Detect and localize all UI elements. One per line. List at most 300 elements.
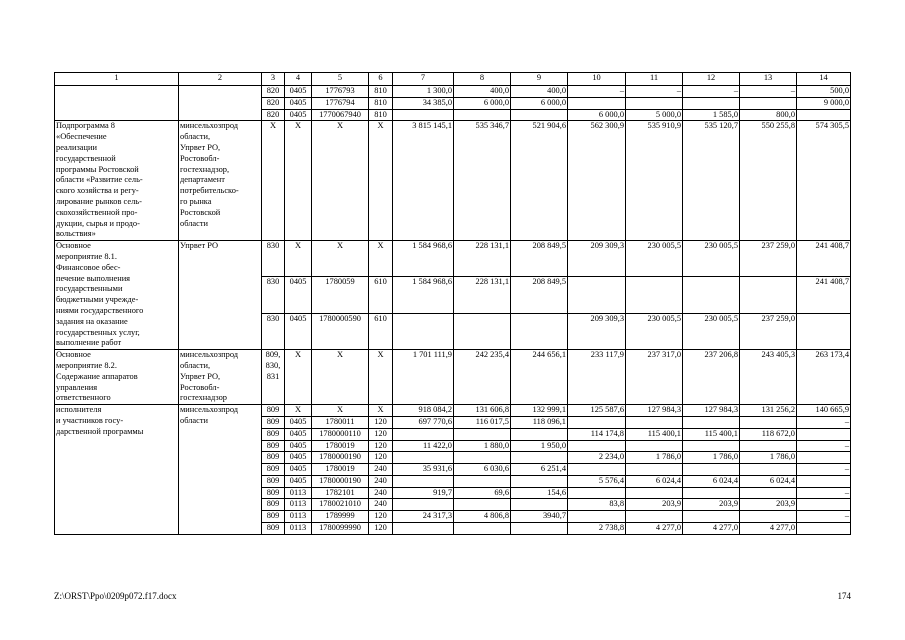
text-line: области, — [180, 132, 211, 142]
measure-8-2-executor — [179, 350, 262, 405]
text-line: минсельхозпрод — [180, 350, 239, 360]
value-cell: 114 174,8 — [568, 428, 626, 440]
measure-row — [55, 350, 851, 405]
value-cell: 6 024,4 — [626, 475, 683, 487]
value-cell: – — [797, 511, 851, 523]
value-cell — [797, 452, 851, 464]
value-cell: 562 300,9 — [568, 121, 626, 241]
text-line: и участников госу- — [56, 415, 124, 425]
value-cell: 3940,7 — [511, 511, 568, 523]
text-line: вольствия» — [56, 229, 96, 239]
value-cell: 1780019 — [312, 464, 369, 476]
value-cell — [683, 487, 740, 499]
value-cell — [683, 511, 740, 523]
value-cell: 1 950,0 — [511, 440, 568, 452]
value-cell: 237 206,8 — [683, 350, 740, 405]
text-line: ответственного — [56, 393, 111, 403]
value-cell: 697 770,6 — [393, 416, 454, 428]
value-cell: 154,6 — [511, 487, 568, 499]
value-cell: 1 786,0 — [626, 452, 683, 464]
column-header: 7 — [393, 73, 454, 86]
value-cell: 237 317,0 — [626, 350, 683, 405]
value-cell: 830 — [262, 277, 285, 313]
value-cell: 610 — [369, 277, 393, 313]
value-cell: 4 277,0 — [683, 523, 740, 535]
value-cell: 0405 — [285, 277, 312, 313]
text-line: 831 — [266, 371, 280, 381]
value-cell: 244 656,1 — [511, 350, 568, 405]
value-cell — [797, 109, 851, 121]
value-cell — [393, 428, 454, 440]
column-header: 2 — [179, 73, 262, 86]
value-cell: 0113 — [285, 499, 312, 511]
subprogram-executor-lines — [180, 121, 260, 229]
value-cell: 120 — [369, 452, 393, 464]
value-cell: 820 — [262, 86, 285, 98]
text-line: ского хозяйства и регу- — [56, 186, 139, 196]
value-cell: 240 — [369, 464, 393, 476]
value-cell — [626, 440, 683, 452]
value-cell: 0405 — [285, 452, 312, 464]
value-cell — [511, 523, 568, 535]
value-cell: 809 — [262, 416, 285, 428]
column-header: 12 — [683, 73, 740, 86]
value-cell: 830 — [262, 241, 285, 277]
subprogram-executor — [179, 121, 262, 241]
value-cell: 83,8 — [568, 499, 626, 511]
value-cell: 203,9 — [683, 499, 740, 511]
text-line: Подпрограмма 8 — [56, 121, 115, 131]
value-cell: 820 — [262, 109, 285, 121]
text-line: области, — [180, 360, 211, 370]
value-cell: 131 256,2 — [740, 405, 797, 417]
value-cell — [393, 475, 454, 487]
value-cell: 120 — [369, 523, 393, 535]
value-cell: 535 910,9 — [626, 121, 683, 241]
text-line: Ростовобл- — [180, 153, 220, 163]
value-cell: – — [797, 464, 851, 476]
value-cell: 242 235,4 — [454, 350, 511, 405]
value-cell: 6 000,0 — [568, 109, 626, 121]
value-cell: – — [683, 86, 740, 98]
text-line: минсельхозпрод — [180, 121, 239, 131]
value-cell: 500,0 — [797, 86, 851, 98]
value-cell: 1780021010 — [312, 499, 369, 511]
value-cell: 1 584 968,6 — [393, 241, 454, 277]
text-line: мероприятие 8.1. — [56, 251, 117, 261]
text-line: Содержание аппаратов — [56, 371, 138, 381]
value-cell: 809 — [262, 440, 285, 452]
value-cell: 1789999 — [312, 511, 369, 523]
value-cell — [797, 523, 851, 535]
value-cell — [568, 97, 626, 109]
value-cell: 0405 — [285, 313, 312, 349]
measure-8-2-name — [55, 350, 179, 405]
value-cell: Х — [369, 350, 393, 405]
text-line: Ростовобл- — [180, 382, 220, 392]
text-line: печение выполнения — [56, 273, 131, 283]
value-cell: 120 — [369, 416, 393, 428]
value-cell: 809 — [262, 428, 285, 440]
value-cell: 0405 — [285, 475, 312, 487]
text-line: Упрвет РО — [180, 241, 219, 251]
value-cell — [454, 523, 511, 535]
value-cell — [797, 428, 851, 440]
value-cell: 918 084,2 — [393, 405, 454, 417]
budget-table — [54, 72, 851, 535]
value-cell: 6 251,4 — [511, 464, 568, 476]
text-line: департамент — [180, 175, 225, 185]
value-cell: 0113 — [285, 523, 312, 535]
value-cell: 118 672,0 — [740, 428, 797, 440]
measure-8-2-name-cont-lines — [56, 405, 177, 437]
value-cell: 1780019 — [312, 440, 369, 452]
value-cell: 241 408,7 — [797, 241, 851, 277]
measure-8-2-executor-lines — [180, 350, 260, 404]
value-cell: 809 — [262, 452, 285, 464]
value-cell: Х — [312, 350, 369, 405]
value-cell: 4 806,8 — [454, 511, 511, 523]
value-cell — [393, 499, 454, 511]
table-row — [55, 86, 851, 98]
text-line: бюджетными учрежде- — [56, 295, 139, 305]
table-row — [55, 405, 851, 417]
value-cell: 208 849,5 — [511, 241, 568, 277]
value-cell — [454, 499, 511, 511]
measure-8-2-executor-cont — [179, 405, 262, 535]
value-cell: 1 786,0 — [740, 452, 797, 464]
value-cell: 230 005,5 — [626, 313, 683, 349]
measure-8-1-executor-lines — [180, 241, 260, 252]
value-cell: 810 — [369, 97, 393, 109]
text-line: гостехнадзор, — [180, 164, 230, 174]
value-cell — [740, 416, 797, 428]
value-cell: 810 — [369, 109, 393, 121]
value-cell: 241 408,7 — [797, 277, 851, 313]
value-cell: 1 585,0 — [683, 109, 740, 121]
value-cell: 574 305,5 — [797, 121, 851, 241]
value-cell: 820 — [262, 97, 285, 109]
value-cell: Х — [369, 121, 393, 241]
value-cell: 24 317,3 — [393, 511, 454, 523]
value-cell: 521 904,6 — [511, 121, 568, 241]
value-cell: 809 — [262, 499, 285, 511]
text-line: ниями государственного — [56, 305, 144, 315]
measure-8-2-name-lines — [56, 350, 177, 404]
text-line: скохозяйственной про- — [56, 207, 138, 217]
column-header: 5 — [312, 73, 369, 86]
value-cell: 209 309,3 — [568, 313, 626, 349]
value-cell: 6 024,4 — [683, 475, 740, 487]
value-cell: 0405 — [285, 97, 312, 109]
text-line: дукции, сырья и продо- — [56, 218, 140, 228]
value-cell: 203,9 — [740, 499, 797, 511]
code-lines — [263, 350, 283, 382]
value-cell: 1782101 — [312, 487, 369, 499]
value-cell: – — [797, 416, 851, 428]
value-cell — [626, 487, 683, 499]
column-header: 10 — [568, 73, 626, 86]
value-cell: 115 400,1 — [683, 428, 740, 440]
value-cell — [740, 511, 797, 523]
value-cell: 809 — [262, 511, 285, 523]
value-cell: Х — [312, 405, 369, 417]
header-row — [55, 73, 851, 86]
text-line: «Обеспечение — [56, 132, 107, 142]
value-cell: Х — [262, 121, 285, 241]
value-cell: 0405 — [285, 86, 312, 98]
text-line: государственных услуг, — [56, 327, 140, 337]
value-cell: 240 — [369, 499, 393, 511]
value-cell: 0405 — [285, 464, 312, 476]
value-cell: 1776794 — [312, 97, 369, 109]
value-cell: 34 385,0 — [393, 97, 454, 109]
value-cell: 1780011 — [312, 416, 369, 428]
value-cell: 69,6 — [454, 487, 511, 499]
text-line: 809, — [265, 350, 281, 360]
text-line: задания на оказание — [56, 316, 128, 326]
value-cell — [683, 416, 740, 428]
value-cell — [797, 499, 851, 511]
value-cell: 4 277,0 — [626, 523, 683, 535]
value-cell — [511, 109, 568, 121]
value-cell: 132 999,1 — [511, 405, 568, 417]
value-cell: 120 — [369, 440, 393, 452]
value-cell: Х — [369, 405, 393, 417]
column-header: 4 — [285, 73, 312, 86]
value-cell: 0405 — [285, 109, 312, 121]
text-line: государственной — [56, 153, 116, 163]
value-cell: 120 — [369, 511, 393, 523]
value-cell: 610 — [369, 313, 393, 349]
subprogram-row — [55, 121, 851, 241]
value-cell: 125 587,6 — [568, 405, 626, 417]
text-line: 830, — [265, 360, 281, 370]
text-line: управления — [56, 382, 98, 392]
value-cell — [626, 97, 683, 109]
value-cell — [740, 487, 797, 499]
value-cell: 230 005,5 — [683, 313, 740, 349]
column-header: 8 — [454, 73, 511, 86]
value-cell — [626, 416, 683, 428]
value-cell: 0405 — [285, 416, 312, 428]
value-cell: 1780000190 — [312, 452, 369, 464]
value-cell: 118 096,1 — [511, 416, 568, 428]
text-line: лирование рынков сель- — [56, 196, 142, 206]
value-cell: 809 — [262, 523, 285, 535]
value-cell: 140 665,9 — [797, 405, 851, 417]
value-cell — [454, 452, 511, 464]
value-cell — [626, 464, 683, 476]
value-cell: 830 — [262, 313, 285, 349]
value-cell: 1 701 111,9 — [393, 350, 454, 405]
text-line: Основное — [56, 350, 91, 360]
value-cell — [568, 464, 626, 476]
text-line: минсельхозпрод — [180, 405, 239, 415]
value-cell: 263 173,4 — [797, 350, 851, 405]
value-cell — [568, 511, 626, 523]
name-cell-empty — [55, 86, 179, 121]
measure-8-1-name-lines — [56, 241, 177, 349]
value-cell: 809 — [262, 464, 285, 476]
value-cell: 35 931,6 — [393, 464, 454, 476]
value-cell: 1780000590 — [312, 313, 369, 349]
value-cell — [683, 464, 740, 476]
value-cell: 0405 — [285, 428, 312, 440]
value-cell: 233 117,9 — [568, 350, 626, 405]
value-cell: 5 576,4 — [568, 475, 626, 487]
value-cell: 1780099990 — [312, 523, 369, 535]
value-cell: – — [568, 86, 626, 98]
value-cell — [454, 313, 511, 349]
value-cell — [683, 277, 740, 313]
value-cell: 0113 — [285, 511, 312, 523]
value-cell: 809 — [262, 487, 285, 499]
value-cell — [740, 464, 797, 476]
text-line: области «Развитие сель- — [56, 175, 143, 185]
subprogram-name — [55, 121, 179, 241]
value-cell: 11 422,0 — [393, 440, 454, 452]
column-header: 14 — [797, 73, 851, 86]
value-cell: 1770067940 — [312, 109, 369, 121]
value-cell — [393, 452, 454, 464]
value-cell: 0113 — [285, 487, 312, 499]
value-cell: 1780059 — [312, 277, 369, 313]
text-line: реализации — [56, 142, 97, 152]
value-cell: 1780000190 — [312, 475, 369, 487]
value-cell — [511, 428, 568, 440]
value-cell: Х — [285, 405, 312, 417]
value-cell: 116 017,5 — [454, 416, 511, 428]
column-header: 6 — [369, 73, 393, 86]
value-cell — [511, 313, 568, 349]
value-cell — [454, 109, 511, 121]
value-cell: 400,0 — [511, 86, 568, 98]
value-cell: Х — [312, 241, 369, 277]
value-cell — [568, 487, 626, 499]
value-cell: Х — [285, 121, 312, 241]
value-cell: 240 — [369, 487, 393, 499]
value-cell: 9 000,0 — [797, 97, 851, 109]
value-cell: Х — [312, 121, 369, 241]
value-cell — [393, 109, 454, 121]
value-cell: 237 259,0 — [740, 313, 797, 349]
column-header: 3 — [262, 73, 285, 86]
value-cell — [393, 523, 454, 535]
value-cell — [626, 511, 683, 523]
text-line: государственными — [56, 284, 123, 294]
value-cell — [568, 277, 626, 313]
subprogram-name-lines — [56, 121, 177, 240]
measure-8-2-executor-cont-lines — [180, 405, 260, 427]
value-cell: 208 849,5 — [511, 277, 568, 313]
value-cell — [797, 475, 851, 487]
value-cell: 6 000,0 — [511, 97, 568, 109]
value-cell: 1780000110 — [312, 428, 369, 440]
value-cell — [740, 97, 797, 109]
text-line: области — [180, 415, 208, 425]
text-line: гостехнадзор — [180, 393, 227, 403]
value-cell: 3 815 145,1 — [393, 121, 454, 241]
value-cell: 228 131,1 — [454, 277, 511, 313]
text-line: мероприятие 8.2. — [56, 360, 117, 370]
value-cell: – — [797, 440, 851, 452]
column-header: 1 — [55, 73, 179, 86]
value-cell: 400,0 — [454, 86, 511, 98]
value-cell: – — [626, 86, 683, 98]
value-cell — [683, 440, 740, 452]
value-cell: 1776793 — [312, 86, 369, 98]
value-cell — [683, 97, 740, 109]
value-cell — [393, 313, 454, 349]
text-line: Финансовое обес- — [56, 262, 121, 272]
value-cell: 919,7 — [393, 487, 454, 499]
value-cell — [454, 475, 511, 487]
column-header: 9 — [511, 73, 568, 86]
value-cell — [568, 440, 626, 452]
footer-page-number: 174 — [837, 591, 851, 601]
value-cell: 240 — [369, 475, 393, 487]
value-cell: 535 120,7 — [683, 121, 740, 241]
column-header: 11 — [626, 73, 683, 86]
value-cell: 550 255,8 — [740, 121, 797, 241]
text-line: го рынка — [180, 196, 212, 206]
value-cell: 5 000,0 — [626, 109, 683, 121]
value-cell: 1 584 968,6 — [393, 277, 454, 313]
value-cell — [511, 452, 568, 464]
text-line: программы Ростовской — [56, 164, 139, 174]
value-cell — [626, 277, 683, 313]
value-cell: 2 234,0 — [568, 452, 626, 464]
value-cell: 1 880,0 — [454, 440, 511, 452]
value-cell — [797, 313, 851, 349]
value-cell: 120 — [369, 428, 393, 440]
measure-8-1-name — [55, 241, 179, 350]
value-cell — [740, 277, 797, 313]
text-line: исполнителя — [56, 405, 102, 415]
value-cell: 115 400,1 — [626, 428, 683, 440]
text-line: Ростовской — [180, 207, 221, 217]
value-cell: 203,9 — [626, 499, 683, 511]
value-cell: 237 259,0 — [740, 241, 797, 277]
value-cell: 2 738,8 — [568, 523, 626, 535]
value-cell: 4 277,0 — [740, 523, 797, 535]
value-cell: – — [797, 487, 851, 499]
measure-8-2-name-cont — [55, 405, 179, 535]
value-cell — [511, 475, 568, 487]
value-cell: Х — [285, 350, 312, 405]
value-cell: 6 030,6 — [454, 464, 511, 476]
value-cell: 209 309,3 — [568, 241, 626, 277]
value-cell: 127 984,3 — [683, 405, 740, 417]
value-cell: 809 — [262, 405, 285, 417]
value-cell: – — [740, 86, 797, 98]
executor-cell-empty — [179, 86, 262, 121]
value-cell: 0405 — [285, 440, 312, 452]
value-cell: 243 405,3 — [740, 350, 797, 405]
column-header: 13 — [740, 73, 797, 86]
value-cell: 230 005,5 — [683, 241, 740, 277]
value-cell: 810 — [369, 86, 393, 98]
value-cell: 535 346,7 — [454, 121, 511, 241]
value-cell — [262, 350, 285, 405]
text-line: Упрвет РО, — [180, 371, 221, 381]
value-cell: 127 984,3 — [626, 405, 683, 417]
text-line: выполнение работ — [56, 338, 122, 348]
text-line: потребительско- — [180, 186, 239, 196]
table-row — [55, 241, 851, 277]
value-cell: 131 606,8 — [454, 405, 511, 417]
